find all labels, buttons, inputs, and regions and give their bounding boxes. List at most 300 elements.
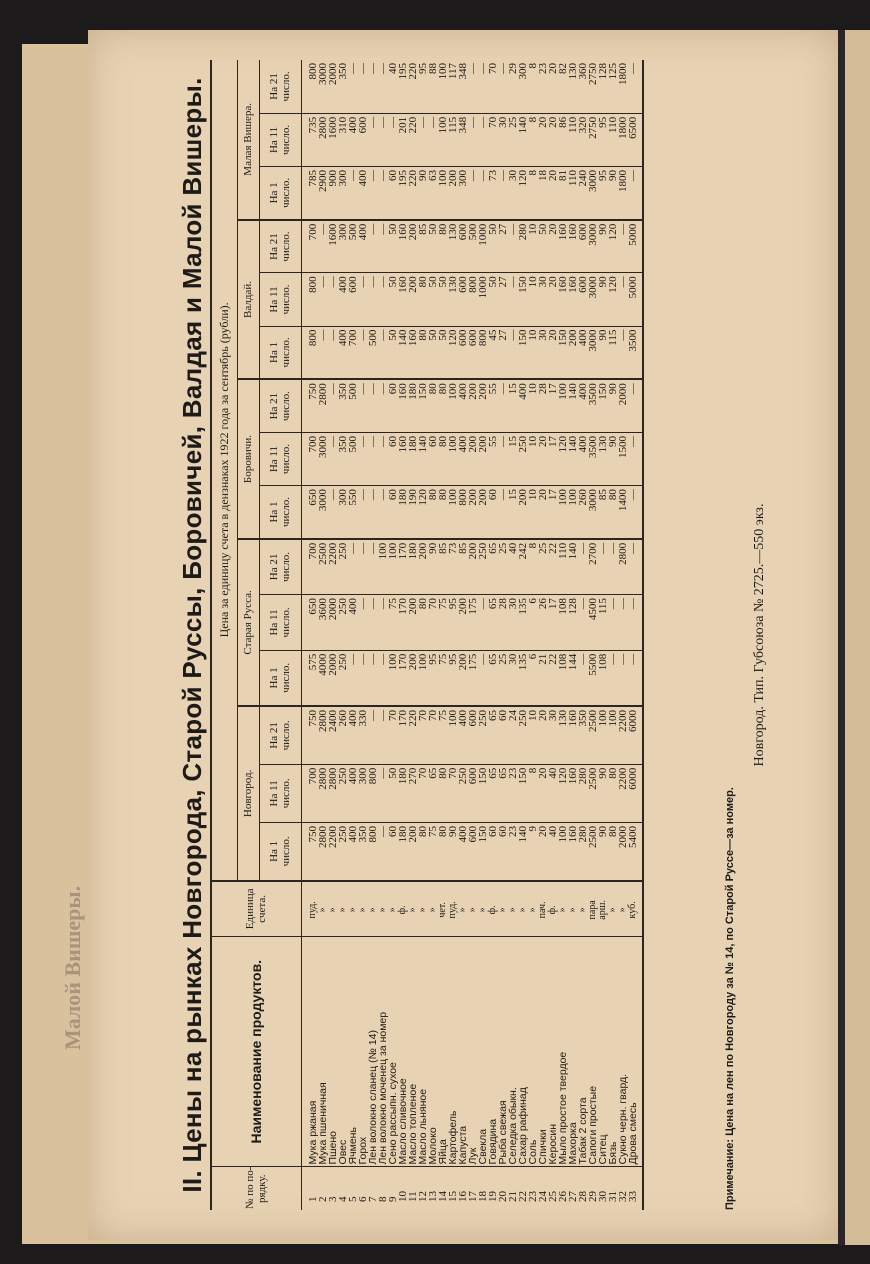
price-cell: 40 <box>508 539 518 595</box>
price-cell: 50 <box>388 220 398 273</box>
price-cell: 110 <box>608 113 618 166</box>
price-cell: 100 <box>558 379 568 432</box>
price-cell: 2800 <box>328 764 338 822</box>
price-cell: 81 <box>558 167 568 220</box>
unit-cell: » <box>608 881 618 937</box>
price-cell: 50 <box>388 764 398 822</box>
price-cell: — <box>378 379 388 432</box>
price-cell: 700 <box>301 220 318 273</box>
price-cell: 23 <box>538 60 548 113</box>
price-cell: — <box>328 432 338 485</box>
table-header <box>211 60 301 1210</box>
price-cell: 50 <box>438 273 448 326</box>
price-cell: 95 <box>448 595 458 651</box>
price-cell: — <box>628 60 643 113</box>
price-cell: 100 <box>438 60 448 113</box>
price-cell: 150 <box>418 379 428 432</box>
row-number: 8 <box>376 1196 389 1202</box>
price-cell: 1800 <box>618 167 628 220</box>
col-header-unit: Единица счета. <box>211 881 301 937</box>
product-name: Ситец <box>598 936 608 1166</box>
price-cell: 20 <box>548 220 558 273</box>
price-cell: 600 <box>468 764 478 822</box>
price-cell: — <box>508 273 518 326</box>
price-cell: 600 <box>348 273 358 326</box>
row-number: 18 <box>476 1191 489 1202</box>
price-cell: 23 <box>508 823 518 881</box>
table-row <box>628 60 643 1210</box>
price-cell: 80 <box>428 379 438 432</box>
price-cell: 65 <box>488 764 498 822</box>
price-cell: 800 <box>301 273 318 326</box>
price-cell: 150 <box>598 379 608 432</box>
price-cell: 17 <box>548 379 558 432</box>
price-cell: — <box>598 539 608 595</box>
price-cell: 400 <box>348 764 358 822</box>
price-cell: 2200 <box>618 706 628 764</box>
price-cell: — <box>368 60 378 113</box>
price-cell: 128 <box>568 595 578 651</box>
price-cell: 600 <box>358 113 368 166</box>
price-cell: — <box>358 60 368 113</box>
price-cell: 22 <box>548 539 558 595</box>
price-cell: 50 <box>428 326 438 379</box>
price-cell: 201 <box>398 113 408 166</box>
table-row <box>608 60 618 1210</box>
table-row <box>301 60 318 1210</box>
price-cell: 60 <box>488 823 498 881</box>
row-number: 24 <box>536 1191 549 1202</box>
price-cell: 600 <box>468 823 478 881</box>
table-row <box>568 60 578 1210</box>
price-cell: 400 <box>578 432 588 485</box>
price-cell: 650 <box>301 486 318 539</box>
subcol-header: На 1 число. <box>259 167 301 220</box>
unit-cell: » <box>528 881 538 937</box>
price-cell: 400 <box>458 432 468 485</box>
price-cell: 250 <box>338 539 348 595</box>
price-cell: 30 <box>508 167 518 220</box>
table-row <box>508 60 518 1210</box>
price-cell: 180 <box>408 379 418 432</box>
price-cell: 400 <box>358 220 368 273</box>
price-cell: 3500 <box>588 432 598 485</box>
product-name: Масло топленое <box>408 936 418 1166</box>
price-cell: 70 <box>418 764 428 822</box>
price-cell: 10 <box>528 486 538 539</box>
col-header-number: № по по- рядку. <box>211 1167 301 1210</box>
price-cell: — <box>618 650 628 706</box>
row-number: 15 <box>446 1191 459 1202</box>
price-cell: 70 <box>388 706 398 764</box>
price-cell: 800 <box>368 823 378 881</box>
product-name: Картофель <box>448 936 458 1166</box>
price-cell: — <box>388 113 398 166</box>
price-cell: 25 <box>498 650 508 706</box>
price-cell: — <box>318 220 328 273</box>
price-cell: — <box>628 379 643 432</box>
price-cell: 250 <box>338 823 348 881</box>
price-cell: 300 <box>458 167 468 220</box>
price-cell: — <box>348 167 358 220</box>
row-number: 5 <box>346 1196 359 1202</box>
price-cell: 100 <box>448 379 458 432</box>
price-cell: 160 <box>558 273 568 326</box>
price-cell: — <box>368 167 378 220</box>
price-cell: 80 <box>438 379 448 432</box>
row-number: 27 <box>566 1191 579 1202</box>
table-row <box>518 60 528 1210</box>
price-cell: 150 <box>558 326 568 379</box>
price-cell: 348 <box>458 113 468 166</box>
unit-cell: » <box>418 881 428 937</box>
price-cell: 400 <box>578 379 588 432</box>
price-cell: 3000 <box>318 60 328 113</box>
row-number: 1 <box>306 1196 319 1202</box>
price-cell: 650 <box>301 595 318 651</box>
row-number: 28 <box>576 1191 589 1202</box>
price-cell: — <box>628 432 643 485</box>
price-cell: — <box>368 486 378 539</box>
price-cell: 175 <box>468 595 478 651</box>
footnote: Примечание: Цена на лен по Новгороду за № 14, по Старой Руссе—за номер. <box>724 787 736 1210</box>
table-row <box>528 60 538 1210</box>
price-cell: 300 <box>338 167 348 220</box>
price-cell: 23 <box>508 764 518 822</box>
price-cell: 2700 <box>588 539 598 595</box>
price-cell: 5400 <box>628 823 643 881</box>
price-cell: 400 <box>578 326 588 379</box>
price-cell: 20 <box>538 706 548 764</box>
product-name: Горох <box>358 936 368 1166</box>
city-header-4: Малая Вишера. <box>237 60 259 220</box>
price-cell: — <box>618 220 628 273</box>
price-cell: — <box>498 432 508 485</box>
price-cell: 2000 <box>328 650 338 706</box>
price-cell: 75 <box>438 650 448 706</box>
price-cell: 86 <box>558 113 568 166</box>
price-cell: — <box>358 273 368 326</box>
unit-cell: » <box>428 881 438 937</box>
price-cell: — <box>508 326 518 379</box>
price-cell: 60 <box>498 706 508 764</box>
price-cell: 108 <box>558 650 568 706</box>
price-cell: 1800 <box>618 60 628 113</box>
price-cell: 250 <box>458 764 468 822</box>
price-cell: — <box>378 220 388 273</box>
price-cell: — <box>348 60 358 113</box>
table-row <box>348 60 358 1210</box>
price-cell: 90 <box>608 432 618 485</box>
price-cell: 24 <box>508 706 518 764</box>
price-cell: 195 <box>398 167 408 220</box>
price-cell: 10 <box>528 432 538 485</box>
unit-cell: » <box>368 881 378 937</box>
price-cell: 400 <box>458 706 468 764</box>
price-cell: 50 <box>428 273 438 326</box>
price-cell: 40 <box>548 764 558 822</box>
price-cell: 600 <box>578 273 588 326</box>
price-cell: 17 <box>548 595 558 651</box>
price-cell: 300 <box>358 764 368 822</box>
price-cell: 82 <box>558 60 568 113</box>
price-cell: 100 <box>438 113 448 166</box>
price-cell: 600 <box>458 326 468 379</box>
price-cell: 400 <box>348 823 358 881</box>
price-cell: 90 <box>448 823 458 881</box>
row-number: 14 <box>436 1191 449 1202</box>
price-cell: 350 <box>578 706 588 764</box>
price-cell: 700 <box>348 326 358 379</box>
price-cell: 150 <box>518 326 528 379</box>
table-row <box>548 60 558 1210</box>
price-cell: 73 <box>448 539 458 595</box>
price-cell: 100 <box>438 167 448 220</box>
product-name: Пшено <box>328 936 338 1166</box>
price-cell: 20 <box>538 432 548 485</box>
bleed-text: Малой Вишеры. <box>60 885 85 1050</box>
price-cell: 80 <box>608 823 618 881</box>
price-cell: 90 <box>598 273 608 326</box>
price-cell: 200 <box>408 595 418 651</box>
price-cell: 50 <box>488 273 498 326</box>
row-number: 10 <box>396 1191 409 1202</box>
price-cell: 70 <box>418 706 428 764</box>
price-cell: — <box>378 113 388 166</box>
price-cell: 2000 <box>618 379 628 432</box>
row-number: 17 <box>466 1191 479 1202</box>
price-cell: 2800 <box>318 379 328 432</box>
price-cell: — <box>378 60 388 113</box>
table-row <box>388 60 398 1210</box>
price-cell: 65 <box>498 764 508 822</box>
price-cell: 120 <box>518 167 528 220</box>
price-cell: 300 <box>518 60 528 113</box>
price-cell: 4500 <box>588 595 598 651</box>
price-cell: 575 <box>301 650 318 706</box>
price-cell: 40 <box>388 60 398 113</box>
price-cell: 15 <box>508 379 518 432</box>
price-cell: 110 <box>568 113 578 166</box>
price-cell: — <box>498 60 508 113</box>
price-cell: — <box>478 113 488 166</box>
price-cell: 90 <box>608 379 618 432</box>
price-cell: 800 <box>301 60 318 113</box>
table-row <box>438 60 448 1210</box>
price-cell: 250 <box>338 764 348 822</box>
page-title: II. Цены на рынках Новгорода, Старой Руссы, Боровичей, Валдая и Малой Вишеры. <box>177 77 207 1193</box>
product-name: Табак 2 сорта <box>578 936 588 1166</box>
price-cell: 80 <box>438 764 448 822</box>
price-cell: 140 <box>568 379 578 432</box>
price-cell: 8 <box>528 60 538 113</box>
price-cell: 350 <box>338 432 348 485</box>
unit-cell: пара <box>588 881 598 937</box>
row-number: 30 <box>596 1191 609 1202</box>
price-cell: 750 <box>301 379 318 432</box>
price-cell: 150 <box>518 273 528 326</box>
row-number: 25 <box>546 1191 559 1202</box>
price-cell: 17 <box>548 432 558 485</box>
price-cell: 170 <box>398 650 408 706</box>
subcol-header: На 1 число. <box>259 486 301 539</box>
table-row <box>338 60 348 1210</box>
price-cell: 90 <box>428 539 438 595</box>
price-cell: 500 <box>348 379 358 432</box>
price-cell: 65 <box>488 650 498 706</box>
product-name: Ячмень <box>348 936 358 1166</box>
price-cell: 50 <box>428 220 438 273</box>
price-cell: 400 <box>348 113 358 166</box>
price-cell: — <box>498 486 508 539</box>
price-cell: 280 <box>518 220 528 273</box>
price-cell: — <box>618 326 628 379</box>
price-cell: 160 <box>568 706 578 764</box>
price-cell: — <box>378 595 388 651</box>
price-cell: 4000 <box>318 650 328 706</box>
price-cell: — <box>368 273 378 326</box>
unit-cell: арш. <box>598 881 608 937</box>
price-cell: 280 <box>578 764 588 822</box>
price-cell: 100 <box>418 650 428 706</box>
table-row <box>328 60 338 1210</box>
price-cell: — <box>628 539 643 595</box>
price-cell: 65 <box>488 595 498 651</box>
price-cell: 6 <box>528 650 538 706</box>
price-cell: 160 <box>568 273 578 326</box>
row-number: 6 <box>356 1196 369 1202</box>
price-cell: 2200 <box>618 764 628 822</box>
price-cell: 200 <box>408 220 418 273</box>
price-cell: 360 <box>578 60 588 113</box>
col-header-name: Наименование продуктов. <box>211 936 301 1166</box>
price-cell: 2900 <box>318 167 328 220</box>
price-cell: 3000 <box>318 486 328 539</box>
subcol-header: На 1 число. <box>259 823 301 881</box>
subcol-header: На 21 число. <box>259 379 301 432</box>
row-number: 26 <box>556 1191 569 1202</box>
table-row <box>378 60 388 1210</box>
row-number: 33 <box>628 1167 643 1210</box>
price-cell: 80 <box>418 823 428 881</box>
product-name: Говядина <box>488 936 498 1166</box>
price-cell: 242 <box>518 539 528 595</box>
price-cell: 2400 <box>328 706 338 764</box>
price-cell: 100 <box>448 486 458 539</box>
price-cell: — <box>378 273 388 326</box>
price-cell: 100 <box>558 486 568 539</box>
price-cell: 108 <box>598 650 608 706</box>
price-cell: 75 <box>388 595 398 651</box>
price-cell: — <box>418 113 428 166</box>
price-cell: 260 <box>338 706 348 764</box>
price-cell: 220 <box>408 113 418 166</box>
subcol-header: На 1 число. <box>259 326 301 379</box>
price-cell: 27 <box>498 273 508 326</box>
price-cell: 2000 <box>328 595 338 651</box>
price-cell: 500 <box>348 432 358 485</box>
price-cell: 1000 <box>478 273 488 326</box>
price-cell: 130 <box>598 432 608 485</box>
price-cell: 20 <box>538 486 548 539</box>
product-name: Селедка обыкн. <box>508 936 518 1166</box>
price-cell: 110 <box>558 539 568 595</box>
table-row <box>428 60 438 1210</box>
price-cell: 80 <box>438 432 448 485</box>
product-name: Яйца <box>438 936 448 1166</box>
product-name: Сукно черн. гвард. <box>618 936 628 1166</box>
price-cell: 80 <box>608 486 618 539</box>
price-cell: 250 <box>338 650 348 706</box>
price-cell: 95 <box>418 60 428 113</box>
unit-cell: » <box>348 881 358 937</box>
price-cell: 140 <box>418 432 428 485</box>
price-cell: 400 <box>348 706 358 764</box>
price-cell: 300 <box>338 486 348 539</box>
price-cell: 400 <box>338 326 348 379</box>
price-cell: 95 <box>448 650 458 706</box>
price-cell: 500 <box>348 220 358 273</box>
price-cell: 30 <box>508 650 518 706</box>
price-cell: 70 <box>428 706 438 764</box>
price-cell: 28 <box>498 595 508 651</box>
price-cell: — <box>378 167 388 220</box>
price-cell: 200 <box>478 432 488 485</box>
price-cell: 600 <box>468 326 478 379</box>
product-name: Мыло простое твердое <box>558 936 568 1166</box>
row-number: 23 <box>526 1191 539 1202</box>
price-cell: — <box>368 379 378 432</box>
price-cell: 300 <box>338 220 348 273</box>
price-cell: 100 <box>448 706 458 764</box>
product-name: Дрова смесь <box>628 936 643 1166</box>
price-cell: — <box>478 60 488 113</box>
price-cell: 6 <box>528 595 538 651</box>
price-cell: 30 <box>548 706 558 764</box>
price-cell: 115 <box>448 113 458 166</box>
table-row <box>468 60 478 1210</box>
price-cell: 15 <box>508 486 518 539</box>
unit-cell: пуд. <box>301 881 318 937</box>
price-cell: 170 <box>398 706 408 764</box>
price-cell: — <box>578 650 588 706</box>
price-cell: 2800 <box>318 113 328 166</box>
price-cell: 3000 <box>588 167 598 220</box>
table-row <box>578 60 588 1210</box>
price-cell: 160 <box>568 220 578 273</box>
price-cell: 60 <box>388 823 398 881</box>
price-cell: 180 <box>398 486 408 539</box>
price-cell: — <box>348 650 358 706</box>
price-cell: 17 <box>548 486 558 539</box>
product-name: Спички <box>538 936 548 1166</box>
price-cell: — <box>378 326 388 379</box>
price-cell: — <box>378 764 388 822</box>
price-cell: — <box>368 539 378 595</box>
price-cell: 110 <box>568 167 578 220</box>
price-cell: 150 <box>478 823 488 881</box>
product-name: Масло сливочное <box>398 936 408 1166</box>
price-cell: 80 <box>428 486 438 539</box>
unit-cell: » <box>468 881 478 937</box>
price-cell: 400 <box>458 379 468 432</box>
price-cell: — <box>358 650 368 706</box>
price-cell: — <box>358 539 368 595</box>
price-cell: — <box>628 167 643 220</box>
price-cell: 500 <box>468 220 478 273</box>
table-row <box>618 60 628 1210</box>
unit-cell: » <box>318 881 328 937</box>
